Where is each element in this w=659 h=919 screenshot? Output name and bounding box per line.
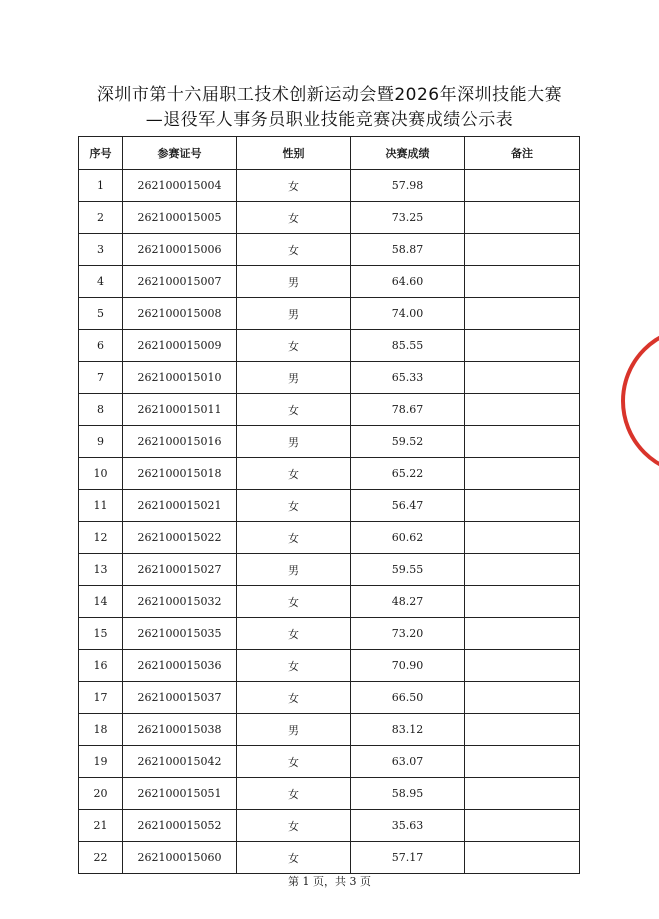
cell-remarks <box>465 458 580 490</box>
cell-gender: 女 <box>237 234 351 266</box>
cell-index: 16 <box>79 650 123 682</box>
cell-entry-id: 262100015021 <box>123 490 237 522</box>
cell-final-score: 73.25 <box>351 202 465 234</box>
cell-gender: 女 <box>237 650 351 682</box>
cell-remarks <box>465 490 580 522</box>
table-row <box>79 394 580 426</box>
cell-index: 14 <box>79 586 123 618</box>
cell-entry-id: 262100015042 <box>123 746 237 778</box>
cell-index: 1 <box>79 170 123 202</box>
cell-remarks <box>465 298 580 330</box>
results-table <box>78 136 580 874</box>
table-row <box>79 202 580 234</box>
cell-entry-id: 262100015027 <box>123 554 237 586</box>
cell-final-score: 59.55 <box>351 554 465 586</box>
cell-index: 3 <box>79 234 123 266</box>
cell-index: 20 <box>79 778 123 810</box>
cell-remarks <box>465 170 580 202</box>
cell-gender: 女 <box>237 586 351 618</box>
cell-entry-id: 262100015005 <box>123 202 237 234</box>
cell-gender: 女 <box>237 522 351 554</box>
cell-final-score: 35.63 <box>351 810 465 842</box>
cell-remarks <box>465 362 580 394</box>
cell-gender: 女 <box>237 618 351 650</box>
cell-final-score: 48.27 <box>351 586 465 618</box>
cell-entry-id: 262100015022 <box>123 522 237 554</box>
cell-gender: 女 <box>237 842 351 874</box>
cell-final-score: 60.62 <box>351 522 465 554</box>
table-row <box>79 266 580 298</box>
cell-entry-id: 262100015010 <box>123 362 237 394</box>
header-entry-id: 参赛证号 <box>123 137 237 170</box>
table-row <box>79 234 580 266</box>
cell-entry-id: 262100015035 <box>123 618 237 650</box>
cell-final-score: 58.95 <box>351 778 465 810</box>
cell-index: 11 <box>79 490 123 522</box>
table-body <box>79 170 580 874</box>
document-title-line1: 深圳市第十六届职工技术创新运动会暨2026年深圳技能大赛 <box>96 85 563 105</box>
cell-gender: 男 <box>237 362 351 394</box>
header-gender: 性别 <box>237 137 351 170</box>
cell-gender: 女 <box>237 746 351 778</box>
cell-index: 18 <box>79 714 123 746</box>
cell-final-score: 59.52 <box>351 426 465 458</box>
cell-entry-id: 262100015037 <box>123 682 237 714</box>
table-header <box>79 137 580 170</box>
cell-remarks <box>465 682 580 714</box>
cell-entry-id: 262100015051 <box>123 778 237 810</box>
cell-index: 15 <box>79 618 123 650</box>
cell-remarks <box>465 234 580 266</box>
cell-index: 10 <box>79 458 123 490</box>
cell-index: 13 <box>79 554 123 586</box>
cell-entry-id: 262100015038 <box>123 714 237 746</box>
cell-entry-id: 262100015052 <box>123 810 237 842</box>
cell-index: 4 <box>79 266 123 298</box>
table-row <box>79 778 580 810</box>
cell-gender: 男 <box>237 554 351 586</box>
cell-gender: 女 <box>237 778 351 810</box>
table-row <box>79 682 580 714</box>
official-seal-stamp <box>621 326 659 476</box>
cell-entry-id: 262100015018 <box>123 458 237 490</box>
header-index: 序号 <box>79 137 123 170</box>
table-row <box>79 426 580 458</box>
cell-final-score: 57.17 <box>351 842 465 874</box>
cell-remarks <box>465 554 580 586</box>
cell-remarks <box>465 746 580 778</box>
cell-gender: 男 <box>237 298 351 330</box>
cell-remarks <box>465 426 580 458</box>
cell-entry-id: 262100015011 <box>123 394 237 426</box>
table-row <box>79 522 580 554</box>
cell-gender: 女 <box>237 202 351 234</box>
cell-final-score: 65.22 <box>351 458 465 490</box>
table-row <box>79 586 580 618</box>
cell-entry-id: 262100015016 <box>123 426 237 458</box>
header-row <box>79 137 580 170</box>
cell-remarks <box>465 330 580 362</box>
table-row <box>79 330 580 362</box>
cell-index: 19 <box>79 746 123 778</box>
cell-remarks <box>465 202 580 234</box>
cell-remarks <box>465 714 580 746</box>
document-title-line2: —退役军人事务员职业技能竞赛决赛成绩公示表 <box>145 110 514 130</box>
cell-index: 12 <box>79 522 123 554</box>
cell-final-score: 65.33 <box>351 362 465 394</box>
cell-final-score: 56.47 <box>351 490 465 522</box>
cell-final-score: 57.98 <box>351 170 465 202</box>
cell-remarks <box>465 778 580 810</box>
cell-remarks <box>465 394 580 426</box>
cell-index: 9 <box>79 426 123 458</box>
cell-index: 22 <box>79 842 123 874</box>
table-row <box>79 298 580 330</box>
cell-entry-id: 262100015036 <box>123 650 237 682</box>
table-row <box>79 458 580 490</box>
table-row <box>79 810 580 842</box>
cell-gender: 男 <box>237 714 351 746</box>
table-row <box>79 362 580 394</box>
cell-final-score: 63.07 <box>351 746 465 778</box>
cell-index: 8 <box>79 394 123 426</box>
cell-remarks <box>465 650 580 682</box>
cell-remarks <box>465 586 580 618</box>
table-row <box>79 554 580 586</box>
cell-final-score: 74.00 <box>351 298 465 330</box>
cell-gender: 女 <box>237 394 351 426</box>
cell-final-score: 66.50 <box>351 682 465 714</box>
cell-index: 21 <box>79 810 123 842</box>
cell-entry-id: 262100015032 <box>123 586 237 618</box>
table-row <box>79 170 580 202</box>
cell-gender: 男 <box>237 426 351 458</box>
table-row <box>79 746 580 778</box>
table-row <box>79 714 580 746</box>
table-row <box>79 842 580 874</box>
cell-entry-id: 262100015004 <box>123 170 237 202</box>
table-row <box>79 618 580 650</box>
table-row <box>79 650 580 682</box>
cell-final-score: 78.67 <box>351 394 465 426</box>
cell-gender: 女 <box>237 458 351 490</box>
cell-remarks <box>465 842 580 874</box>
cell-final-score: 70.90 <box>351 650 465 682</box>
cell-index: 17 <box>79 682 123 714</box>
cell-final-score: 85.55 <box>351 330 465 362</box>
cell-remarks <box>465 266 580 298</box>
cell-final-score: 64.60 <box>351 266 465 298</box>
cell-remarks <box>465 810 580 842</box>
cell-gender: 女 <box>237 810 351 842</box>
cell-entry-id: 262100015006 <box>123 234 237 266</box>
table-row <box>79 490 580 522</box>
header-remarks: 备注 <box>465 137 580 170</box>
cell-index: 7 <box>79 362 123 394</box>
cell-index: 6 <box>79 330 123 362</box>
cell-remarks <box>465 522 580 554</box>
cell-entry-id: 262100015060 <box>123 842 237 874</box>
cell-index: 2 <box>79 202 123 234</box>
header-final-score: 决赛成绩 <box>351 137 465 170</box>
cell-entry-id: 262100015008 <box>123 298 237 330</box>
cell-gender: 女 <box>237 330 351 362</box>
cell-gender: 女 <box>237 682 351 714</box>
cell-gender: 女 <box>237 490 351 522</box>
cell-entry-id: 262100015007 <box>123 266 237 298</box>
cell-entry-id: 262100015009 <box>123 330 237 362</box>
cell-final-score: 73.20 <box>351 618 465 650</box>
cell-remarks <box>465 618 580 650</box>
cell-index: 5 <box>79 298 123 330</box>
cell-final-score: 58.87 <box>351 234 465 266</box>
page-indicator: 第 1 页，共 3 页 <box>288 875 371 888</box>
cell-gender: 女 <box>237 170 351 202</box>
cell-final-score: 83.12 <box>351 714 465 746</box>
cell-gender: 男 <box>237 266 351 298</box>
